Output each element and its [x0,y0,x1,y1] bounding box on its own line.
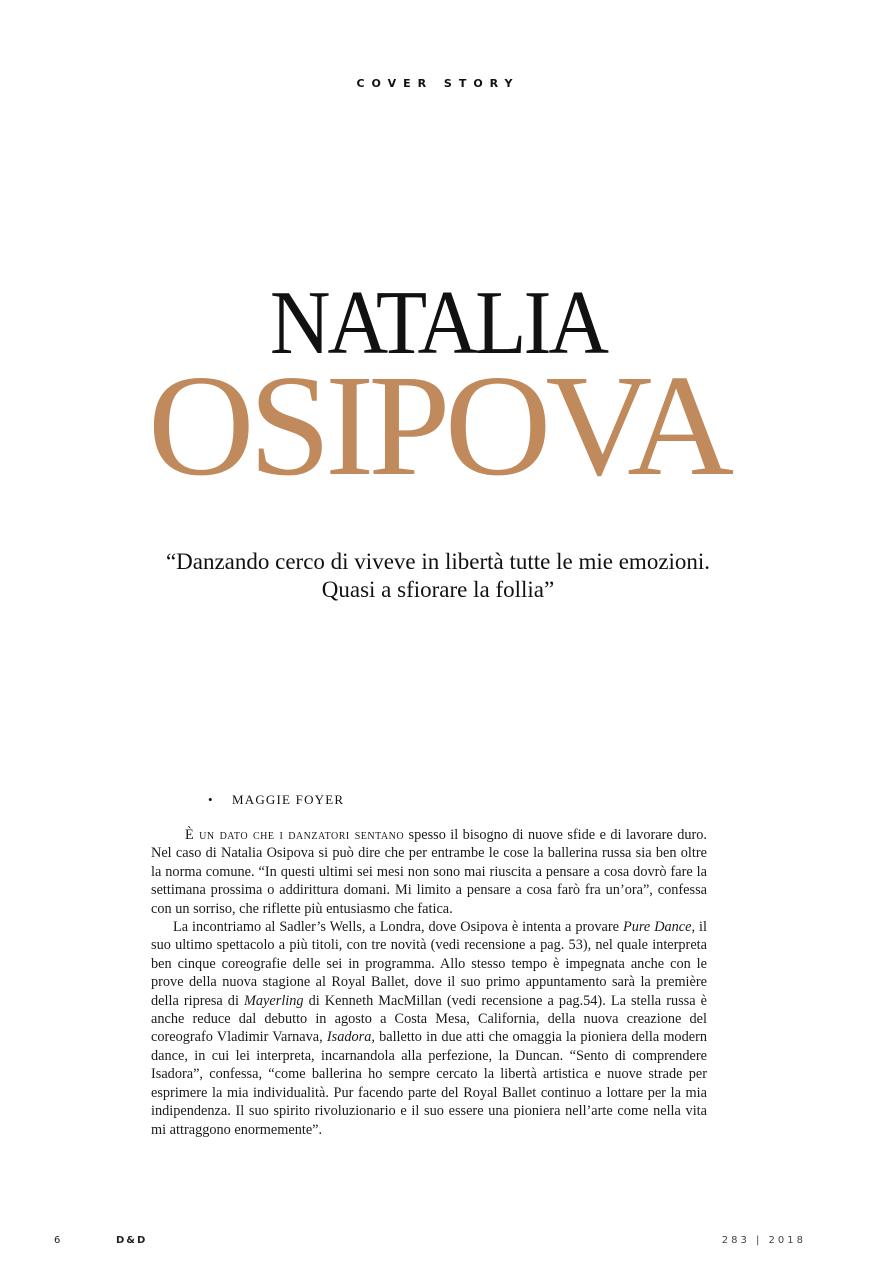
ballet-title: Mayerling [244,992,304,1009]
paragraph-2: La incontriamo al Sadler’s Wells, a Londra, dove Osipova è intenta a provare Pure Dance, il suo ultimo spettacolo a più titoli, con tre novità (vedi recensione a pag. 53), nel quale interpreta ben cinque coreografie delle sei in programma. Allo stesso tempo è impegnata anche con le prove della nuova stagione al Royal Ballet, dove il suo primo appuntamento sarà la première della ripresa di Mayerling di Kenneth MacMillan (vedi recensione a pag.54). La stella russa è anche reduce dal debutto in agosto a Costa Mesa, California, della nuova creazione del coreografo Vladimir Varnava, Isadora, balletto in due atti che omaggia la pioniera della modern dance, in cui lei interpreta, incarnandola alla perfezione, la Duncan. “Sento di comprendere Isadora”, confessa, “come ballerina ho sempre cercato la libertà artistica e nuove strade per esprimere la mia individualità. Pur facendo parte del Royal Ballet continuo a lottare per la mia indipendenza. Il suo spirito rivoluzionario e il suo essere una pioniera nell’arte come nella vita mi attraggono enormemente”. [151,919,707,1138]
pullquote-line-1: “Danzando cerco di viveve in libertà tutte le mie emozioni. [165,549,711,574]
paragraph-1: È un dato che i danzatori sentano spesso il bisogno di nuove sfide e di lavorare duro. Nel caso di Natalia Osipova si può dire che per entrambe le cose la ballerina russa sia ben oltre la norma comune. “In questi ultimi sei mesi non sono mai riuscita a pensare a cosa dovrò fare la settimana prossima o addirittura domani. Mi limito a pensare a cosa farò fra un’ora”, confessa con un sorriso, che riflette più entusiasmo che fatica. [151,827,707,917]
title-last-name: OSIPOVA [147,345,729,507]
issue-info: 283 | 2018 [721,1235,806,1246]
page-number: 6 [54,1235,61,1246]
section-label: COVER STORY [356,77,520,90]
lead-in: È un dato che i danzatori sentano [185,827,405,843]
ballet-title: Isadora, [326,1029,375,1046]
pullquote [0,548,876,604]
pullquote-line-2: Quasi a sfiorare la follia” [321,577,555,602]
show-title: Pure Dance [622,919,692,936]
article-body [151,826,707,1139]
magazine-name: D&D [116,1235,148,1246]
author-name: MAGGIE FOYER [232,792,345,807]
byline [208,792,344,808]
title-first-name: NATALIA [269,273,607,374]
bullet-icon: • [208,792,214,807]
